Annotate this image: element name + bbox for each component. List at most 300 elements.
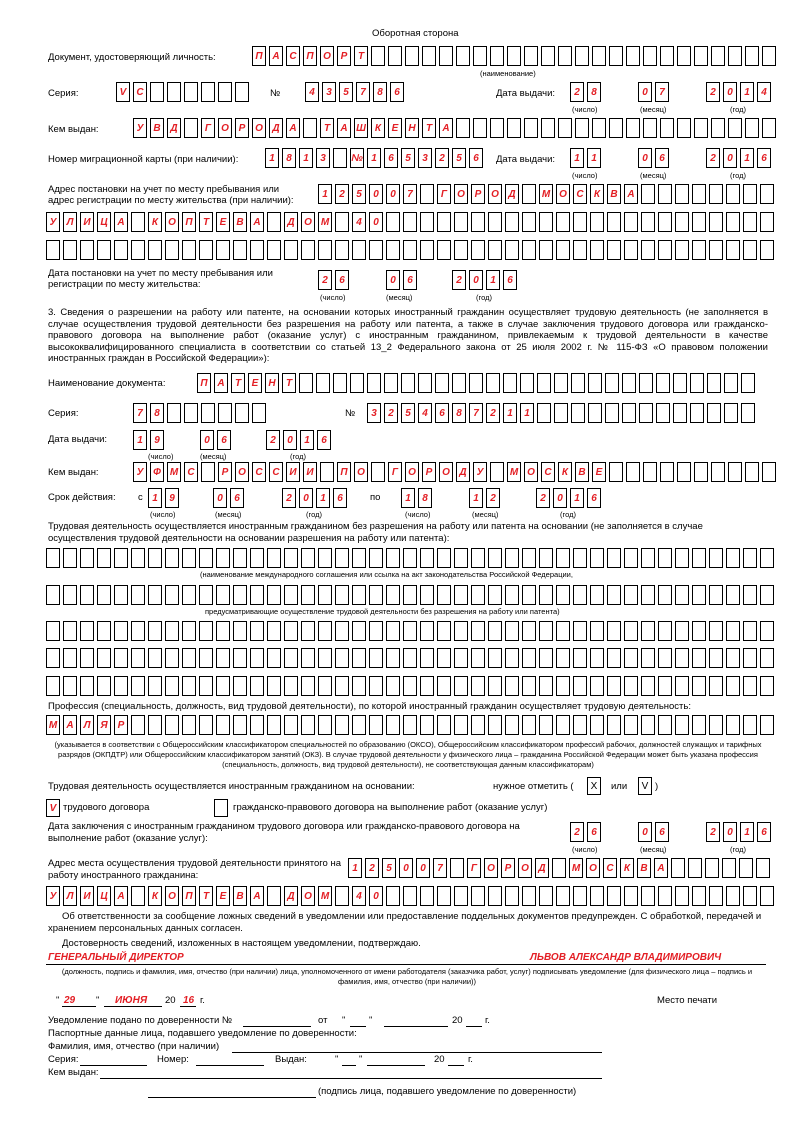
permit-number-cells[interactable] xyxy=(367,403,755,423)
char-cell[interactable] xyxy=(403,648,417,668)
char-cell[interactable]: Ф xyxy=(150,462,164,482)
permit-doc-cells[interactable] xyxy=(197,373,755,393)
char-cell[interactable] xyxy=(590,648,604,668)
char-cell[interactable]: 4 xyxy=(305,82,319,102)
char-cell[interactable]: О xyxy=(454,184,468,204)
char-cell[interactable] xyxy=(707,403,721,423)
char-cell[interactable] xyxy=(709,548,723,568)
char-cell[interactable] xyxy=(318,548,332,568)
char-cell[interactable] xyxy=(437,886,451,906)
char-cell[interactable] xyxy=(726,648,740,668)
validity-to-month[interactable] xyxy=(469,488,500,508)
char-cell[interactable]: 0 xyxy=(723,822,737,842)
char-cell[interactable] xyxy=(114,240,128,260)
char-cell[interactable] xyxy=(660,118,674,138)
char-cell[interactable] xyxy=(471,648,485,668)
char-cell[interactable] xyxy=(316,373,330,393)
char-cell[interactable] xyxy=(762,462,776,482)
char-cell[interactable] xyxy=(624,585,638,605)
char-cell[interactable]: И xyxy=(80,886,94,906)
char-cell[interactable] xyxy=(454,676,468,696)
char-cell[interactable]: 1 xyxy=(401,488,415,508)
char-cell[interactable] xyxy=(658,184,672,204)
char-cell[interactable] xyxy=(233,548,247,568)
char-cell[interactable] xyxy=(505,240,519,260)
char-cell[interactable] xyxy=(369,240,383,260)
char-cell[interactable]: П xyxy=(252,46,266,66)
char-cell[interactable] xyxy=(539,715,553,735)
work-address-line2[interactable] xyxy=(46,886,774,906)
char-cell[interactable] xyxy=(420,886,434,906)
char-cell[interactable] xyxy=(46,548,60,568)
identity-doc-cells[interactable] xyxy=(252,46,776,66)
char-cell[interactable] xyxy=(588,373,602,393)
char-cell[interactable] xyxy=(420,548,434,568)
char-cell[interactable] xyxy=(726,240,740,260)
char-cell[interactable] xyxy=(505,585,519,605)
char-cell[interactable] xyxy=(301,648,315,668)
char-cell[interactable] xyxy=(488,621,502,641)
char-cell[interactable] xyxy=(590,621,604,641)
char-cell[interactable] xyxy=(267,648,281,668)
char-cell[interactable] xyxy=(726,621,740,641)
char-cell[interactable]: К xyxy=(148,886,162,906)
char-cell[interactable] xyxy=(386,212,400,232)
char-cell[interactable] xyxy=(607,212,621,232)
char-cell[interactable] xyxy=(507,118,521,138)
char-cell[interactable] xyxy=(184,118,198,138)
char-cell[interactable] xyxy=(403,212,417,232)
char-cell[interactable] xyxy=(150,82,164,102)
char-cell[interactable] xyxy=(403,585,417,605)
char-cell[interactable]: Н xyxy=(265,373,279,393)
char-cell[interactable] xyxy=(201,82,215,102)
char-cell[interactable]: 6 xyxy=(390,82,404,102)
char-cell[interactable] xyxy=(114,676,128,696)
char-cell[interactable] xyxy=(709,886,723,906)
char-cell[interactable] xyxy=(318,621,332,641)
char-cell[interactable] xyxy=(607,715,621,735)
char-cell[interactable] xyxy=(675,715,689,735)
char-cell[interactable]: 1 xyxy=(148,488,162,508)
char-cell[interactable] xyxy=(692,240,706,260)
char-cell[interactable] xyxy=(199,715,213,735)
char-cell[interactable] xyxy=(182,715,196,735)
char-cell[interactable] xyxy=(505,886,519,906)
char-cell[interactable]: 0 xyxy=(553,488,567,508)
char-cell[interactable]: Д xyxy=(167,118,181,138)
char-cell[interactable] xyxy=(63,585,77,605)
char-cell[interactable] xyxy=(556,676,570,696)
char-cell[interactable] xyxy=(607,548,621,568)
char-cell[interactable] xyxy=(694,46,708,66)
char-cell[interactable] xyxy=(575,118,589,138)
char-cell[interactable] xyxy=(607,676,621,696)
char-cell[interactable]: О xyxy=(484,858,498,878)
char-cell[interactable] xyxy=(622,373,636,393)
char-cell[interactable]: М xyxy=(167,462,181,482)
proxy-day-line[interactable] xyxy=(350,1026,366,1027)
char-cell[interactable] xyxy=(641,240,655,260)
char-cell[interactable] xyxy=(437,548,451,568)
char-cell[interactable] xyxy=(556,621,570,641)
char-cell[interactable] xyxy=(388,46,402,66)
char-cell[interactable]: 1 xyxy=(300,430,314,450)
char-cell[interactable] xyxy=(709,621,723,641)
char-cell[interactable]: Е xyxy=(592,462,606,482)
char-cell[interactable] xyxy=(216,585,230,605)
char-cell[interactable] xyxy=(318,240,332,260)
reg-address-line3[interactable] xyxy=(46,240,774,260)
char-cell[interactable]: 8 xyxy=(452,403,466,423)
char-cell[interactable]: Т xyxy=(199,886,213,906)
char-cell[interactable] xyxy=(182,676,196,696)
char-cell[interactable]: С xyxy=(286,46,300,66)
char-cell[interactable] xyxy=(592,118,606,138)
char-cell[interactable] xyxy=(437,621,451,641)
char-cell[interactable] xyxy=(539,212,553,232)
char-cell[interactable]: Г xyxy=(201,118,215,138)
char-cell[interactable] xyxy=(199,240,213,260)
char-cell[interactable] xyxy=(250,548,264,568)
char-cell[interactable]: С xyxy=(252,462,266,482)
char-cell[interactable] xyxy=(488,548,502,568)
char-cell[interactable] xyxy=(233,621,247,641)
char-cell[interactable]: О xyxy=(301,886,315,906)
no-permit-line4[interactable] xyxy=(46,648,774,668)
char-cell[interactable] xyxy=(454,621,468,641)
char-cell[interactable]: 0 xyxy=(386,270,400,290)
char-cell[interactable] xyxy=(165,621,179,641)
char-cell[interactable] xyxy=(675,240,689,260)
char-cell[interactable] xyxy=(554,403,568,423)
char-cell[interactable] xyxy=(556,548,570,568)
char-cell[interactable] xyxy=(756,858,770,878)
char-cell[interactable] xyxy=(63,621,77,641)
char-cell[interactable]: 0 xyxy=(299,488,313,508)
char-cell[interactable] xyxy=(165,585,179,605)
char-cell[interactable]: 4 xyxy=(757,82,771,102)
char-cell[interactable]: 7 xyxy=(356,82,370,102)
migration-year-cells[interactable] xyxy=(706,148,771,168)
char-cell[interactable] xyxy=(267,548,281,568)
char-cell[interactable] xyxy=(352,240,366,260)
char-cell[interactable] xyxy=(335,585,349,605)
char-cell[interactable]: Т xyxy=(354,46,368,66)
char-cell[interactable] xyxy=(114,548,128,568)
char-cell[interactable]: 6 xyxy=(469,148,483,168)
char-cell[interactable] xyxy=(216,240,230,260)
char-cell[interactable] xyxy=(641,548,655,568)
char-cell[interactable]: Т xyxy=(320,118,334,138)
char-cell[interactable]: 6 xyxy=(503,270,517,290)
char-cell[interactable] xyxy=(722,858,736,878)
char-cell[interactable] xyxy=(80,548,94,568)
char-cell[interactable] xyxy=(571,373,585,393)
char-cell[interactable]: 6 xyxy=(335,270,349,290)
char-cell[interactable] xyxy=(639,403,653,423)
char-cell[interactable]: 6 xyxy=(403,270,417,290)
char-cell[interactable] xyxy=(573,621,587,641)
char-cell[interactable] xyxy=(284,676,298,696)
char-cell[interactable] xyxy=(335,648,349,668)
char-cell[interactable] xyxy=(690,403,704,423)
char-cell[interactable] xyxy=(760,212,774,232)
char-cell[interactable]: А xyxy=(214,373,228,393)
char-cell[interactable] xyxy=(762,46,776,66)
char-cell[interactable] xyxy=(403,715,417,735)
char-cell[interactable] xyxy=(743,240,757,260)
char-cell[interactable] xyxy=(335,715,349,735)
char-cell[interactable]: А xyxy=(337,118,351,138)
char-cell[interactable] xyxy=(320,462,334,482)
char-cell[interactable] xyxy=(422,46,436,66)
char-cell[interactable] xyxy=(590,240,604,260)
char-cell[interactable] xyxy=(454,715,468,735)
char-cell[interactable] xyxy=(471,240,485,260)
char-cell[interactable] xyxy=(675,212,689,232)
char-cell[interactable]: № xyxy=(350,148,364,168)
char-cell[interactable] xyxy=(131,676,145,696)
char-cell[interactable] xyxy=(199,676,213,696)
char-cell[interactable] xyxy=(371,46,385,66)
char-cell[interactable] xyxy=(673,403,687,423)
char-cell[interactable]: 2 xyxy=(335,184,349,204)
char-cell[interactable] xyxy=(522,621,536,641)
char-cell[interactable]: В xyxy=(150,118,164,138)
char-cell[interactable]: 0 xyxy=(638,148,652,168)
char-cell[interactable]: 5 xyxy=(401,403,415,423)
char-cell[interactable] xyxy=(46,240,60,260)
char-cell[interactable]: О xyxy=(405,462,419,482)
char-cell[interactable]: Л xyxy=(63,212,77,232)
char-cell[interactable] xyxy=(624,886,638,906)
char-cell[interactable]: 5 xyxy=(352,184,366,204)
migration-day-cells[interactable] xyxy=(570,148,601,168)
char-cell[interactable] xyxy=(403,621,417,641)
char-cell[interactable] xyxy=(233,585,247,605)
proxy-issued-by-line[interactable] xyxy=(100,1078,602,1079)
char-cell[interactable] xyxy=(590,886,604,906)
char-cell[interactable] xyxy=(745,118,759,138)
char-cell[interactable] xyxy=(624,212,638,232)
char-cell[interactable] xyxy=(709,240,723,260)
proxy-num-line[interactable] xyxy=(196,1065,264,1066)
char-cell[interactable] xyxy=(626,462,640,482)
char-cell[interactable] xyxy=(148,548,162,568)
char-cell[interactable] xyxy=(539,240,553,260)
char-cell[interactable] xyxy=(184,82,198,102)
char-cell[interactable]: Д xyxy=(269,118,283,138)
char-cell[interactable] xyxy=(420,240,434,260)
char-cell[interactable] xyxy=(46,585,60,605)
char-cell[interactable]: К xyxy=(558,462,572,482)
char-cell[interactable] xyxy=(318,676,332,696)
char-cell[interactable] xyxy=(420,648,434,668)
char-cell[interactable] xyxy=(369,676,383,696)
char-cell[interactable] xyxy=(745,46,759,66)
char-cell[interactable]: Д xyxy=(456,462,470,482)
char-cell[interactable] xyxy=(520,373,534,393)
char-cell[interactable]: О xyxy=(524,462,538,482)
char-cell[interactable] xyxy=(418,373,432,393)
no-permit-line2[interactable] xyxy=(46,585,774,605)
char-cell[interactable] xyxy=(675,548,689,568)
char-cell[interactable] xyxy=(335,212,349,232)
char-cell[interactable]: Е xyxy=(248,373,262,393)
char-cell[interactable] xyxy=(216,621,230,641)
char-cell[interactable]: 1 xyxy=(133,430,147,450)
char-cell[interactable]: Е xyxy=(216,886,230,906)
no-permit-line5[interactable] xyxy=(46,676,774,696)
char-cell[interactable] xyxy=(558,46,572,66)
char-cell[interactable] xyxy=(590,715,604,735)
char-cell[interactable] xyxy=(607,585,621,605)
char-cell[interactable] xyxy=(63,240,77,260)
char-cell[interactable]: В xyxy=(575,462,589,482)
char-cell[interactable] xyxy=(80,676,94,696)
char-cell[interactable]: Р xyxy=(235,118,249,138)
char-cell[interactable] xyxy=(420,676,434,696)
char-cell[interactable] xyxy=(384,373,398,393)
char-cell[interactable] xyxy=(592,46,606,66)
char-cell[interactable]: К xyxy=(620,858,634,878)
char-cell[interactable] xyxy=(641,648,655,668)
char-cell[interactable] xyxy=(522,240,536,260)
char-cell[interactable]: 8 xyxy=(150,403,164,423)
char-cell[interactable] xyxy=(522,715,536,735)
char-cell[interactable] xyxy=(454,212,468,232)
char-cell[interactable] xyxy=(114,585,128,605)
char-cell[interactable]: О xyxy=(301,212,315,232)
char-cell[interactable] xyxy=(609,118,623,138)
char-cell[interactable] xyxy=(675,886,689,906)
char-cell[interactable]: 2 xyxy=(570,822,584,842)
char-cell[interactable] xyxy=(303,118,317,138)
reg-address-line2[interactable] xyxy=(46,212,774,232)
char-cell[interactable]: В xyxy=(233,886,247,906)
char-cell[interactable] xyxy=(335,240,349,260)
char-cell[interactable]: Е xyxy=(388,118,402,138)
char-cell[interactable] xyxy=(522,886,536,906)
char-cell[interactable]: 6 xyxy=(757,822,771,842)
char-cell[interactable]: И xyxy=(286,462,300,482)
char-cell[interactable] xyxy=(284,240,298,260)
char-cell[interactable]: О xyxy=(165,886,179,906)
char-cell[interactable] xyxy=(131,212,145,232)
char-cell[interactable] xyxy=(199,585,213,605)
char-cell[interactable] xyxy=(301,585,315,605)
char-cell[interactable] xyxy=(148,676,162,696)
char-cell[interactable] xyxy=(369,621,383,641)
char-cell[interactable]: 1 xyxy=(318,184,332,204)
char-cell[interactable]: 3 xyxy=(322,82,336,102)
char-cell[interactable]: О xyxy=(252,118,266,138)
char-cell[interactable] xyxy=(216,676,230,696)
char-cell[interactable] xyxy=(505,648,519,668)
char-cell[interactable]: А xyxy=(250,886,264,906)
char-cell[interactable] xyxy=(675,676,689,696)
char-cell[interactable] xyxy=(643,118,657,138)
char-cell[interactable] xyxy=(250,715,264,735)
char-cell[interactable]: 2 xyxy=(435,148,449,168)
char-cell[interactable]: Т xyxy=(422,118,436,138)
char-cell[interactable]: О xyxy=(586,858,600,878)
char-cell[interactable] xyxy=(250,585,264,605)
char-cell[interactable] xyxy=(284,621,298,641)
validity-from-day[interactable] xyxy=(148,488,179,508)
char-cell[interactable]: 5 xyxy=(452,148,466,168)
char-cell[interactable] xyxy=(199,621,213,641)
char-cell[interactable] xyxy=(709,648,723,668)
char-cell[interactable] xyxy=(624,676,638,696)
char-cell[interactable] xyxy=(250,240,264,260)
char-cell[interactable] xyxy=(284,548,298,568)
char-cell[interactable] xyxy=(505,715,519,735)
char-cell[interactable] xyxy=(301,676,315,696)
char-cell[interactable] xyxy=(97,648,111,668)
char-cell[interactable] xyxy=(641,621,655,641)
char-cell[interactable]: 0 xyxy=(638,822,652,842)
char-cell[interactable] xyxy=(97,548,111,568)
contract-day-cells[interactable] xyxy=(570,822,601,842)
char-cell[interactable]: 0 xyxy=(416,858,430,878)
char-cell[interactable] xyxy=(386,621,400,641)
char-cell[interactable] xyxy=(335,886,349,906)
char-cell[interactable]: V xyxy=(116,82,130,102)
char-cell[interactable]: 7 xyxy=(433,858,447,878)
issued-day-line[interactable] xyxy=(342,1065,356,1066)
char-cell[interactable] xyxy=(573,548,587,568)
char-cell[interactable]: 1 xyxy=(367,148,381,168)
char-cell[interactable] xyxy=(624,648,638,668)
char-cell[interactable] xyxy=(588,403,602,423)
char-cell[interactable]: Н xyxy=(405,118,419,138)
char-cell[interactable] xyxy=(490,46,504,66)
reg-address-line1[interactable] xyxy=(318,184,774,204)
char-cell[interactable] xyxy=(590,676,604,696)
char-cell[interactable] xyxy=(148,621,162,641)
char-cell[interactable] xyxy=(571,403,585,423)
char-cell[interactable] xyxy=(677,46,691,66)
char-cell[interactable]: 6 xyxy=(435,403,449,423)
char-cell[interactable] xyxy=(726,585,740,605)
char-cell[interactable] xyxy=(184,403,198,423)
contract-year-cells[interactable] xyxy=(706,822,771,842)
char-cell[interactable]: 2 xyxy=(486,488,500,508)
char-cell[interactable] xyxy=(352,715,366,735)
char-cell[interactable] xyxy=(350,373,364,393)
char-cell[interactable]: В xyxy=(233,212,247,232)
char-cell[interactable] xyxy=(250,648,264,668)
char-cell[interactable]: Г xyxy=(437,184,451,204)
char-cell[interactable] xyxy=(556,240,570,260)
char-cell[interactable]: 0 xyxy=(469,270,483,290)
char-cell[interactable] xyxy=(656,403,670,423)
char-cell[interactable] xyxy=(673,373,687,393)
char-cell[interactable] xyxy=(573,585,587,605)
char-cell[interactable]: М xyxy=(318,212,332,232)
char-cell[interactable] xyxy=(488,585,502,605)
char-cell[interactable]: 0 xyxy=(283,430,297,450)
char-cell[interactable] xyxy=(469,373,483,393)
char-cell[interactable]: 5 xyxy=(339,82,353,102)
char-cell[interactable]: О xyxy=(518,858,532,878)
char-cell[interactable]: О xyxy=(218,118,232,138)
char-cell[interactable] xyxy=(267,212,281,232)
char-cell[interactable] xyxy=(658,212,672,232)
char-cell[interactable] xyxy=(743,648,757,668)
